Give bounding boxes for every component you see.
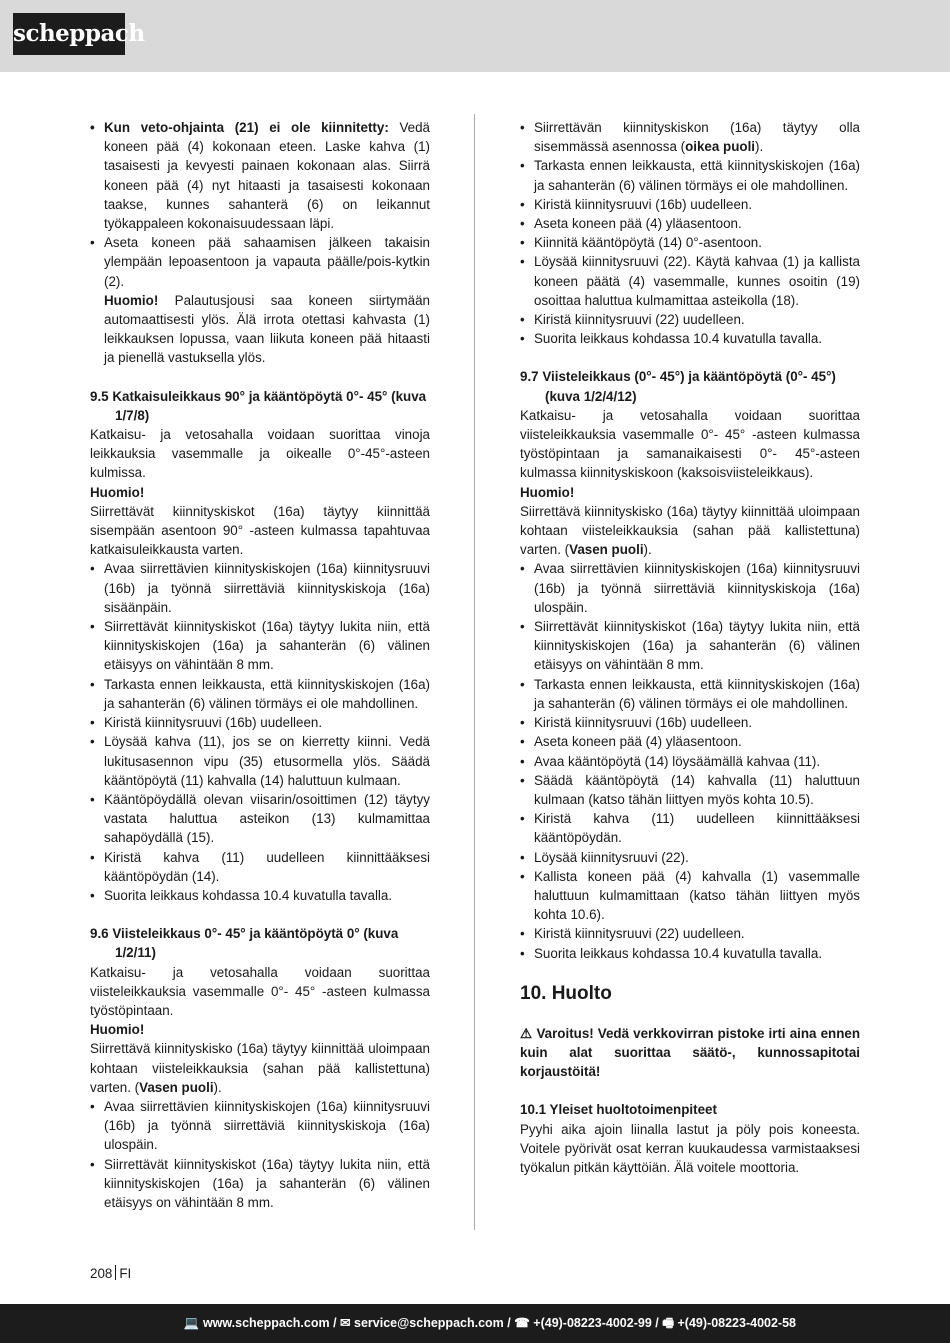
note-text: Siirrettävä kiinnityskisko (16a) täytyy kiinnittää uloimpaan kohtaan viisteleikkauksia (sahan pää kallistettuna) varten. (Vasen puoli). [90, 1041, 430, 1095]
list-item: • Säädä kääntöpöytä (14) kahvalla (11) haluttuun kulmaan (katso tähän liittyen myös kohta 10.5). [520, 772, 860, 807]
list-item: • Tarkasta ennen leikkausta, että kiinnityskiskojen (16a) ja sahanterän (6) välinen törmäys ei ole mahdollinen. [520, 158, 860, 193]
list-item: • Kiristä kiinnitysruuvi (16b) uudelleen. [520, 715, 753, 731]
list-item: • Löysää kahva (11), jos se on kierretty kiinni. Vedä lukitusasennon vipu (35) etusormella ylös. Säädä kääntöpöytä (11) kahvalla (14) haluttuun kulmaan. [90, 734, 430, 788]
page-footer [0, 1304, 950, 1343]
right-column [520, 118, 860, 1177]
list-item: • Suorita leikkaus kohdassa 10.4 kuvatulla tavalla. [520, 331, 823, 347]
bullet-list [520, 156, 860, 348]
list-item: • Avaa siirrettävien kiinnityskiskojen (16a) kiinnitysruuvi (16b) ja työnnä siirrettäviä kiinnityskiskoja (16a) ulospäin. [520, 561, 860, 615]
list-item: • Avaa siirrettävien kiinnityskiskojen (16a) kiinnitysruuvi (16b) ja työnnä siirrettäviä kiinnityskiskoja (16a) sisäänpäin. [90, 561, 430, 615]
list-item: • Löysää kiinnitysruuvi (22). Käytä kahvaa (1) ja kallista koneen päätä (4) vasemmalle, kunnes osoitin (19) osoittaa haluttua kulmamittaa asteikolla (18). [520, 254, 860, 308]
fax-icon: 🖷 [662, 1316, 675, 1330]
bold-label: Kun veto-ohjainta (21) ei ole kiinnitetty: [104, 120, 389, 135]
list-item: • Siirrettävät kiinnityskiskot (16a) täytyy lukita niin, että kiinnityskiskojen (16a) ja sahanterän (6) välinen etäisyys on vähintään 8 mm. [520, 619, 860, 673]
list-item: • Kääntöpöydällä olevan viisarin/osoittimen (12) täytyy vastata haluttua asteikon (13) kulmamittaa sahapöydällä (15). [90, 791, 430, 846]
list-item: • Kun veto-ohjainta (21) ei ole kiinnitetty: Vedä koneen pää (4) kokonaan eteen. Laske kahva (1) tasaisesti ja kevyesti painaen kokonaan alas. Siirrä koneen pää (4) nyt hitaasti ja tasaisesti kokonaan taakse, kunnes sahanterä (6) on leikannut työkappaleen kokonaisuudessaan läpi. [90, 120, 430, 232]
subsection-heading-10-1: 10.1 Yleiset huoltotoimenpiteet [520, 1102, 717, 1118]
bullet-list [520, 559, 860, 962]
section-intro: Katkaisu- ja vetosahalla voidaan suorittaa viisteleikkauksia vasemmalle 0°- 45° -asteen kulmassa työstöpintaan. [90, 964, 430, 1018]
list-item: • Aseta koneen pää sahaamisen jälkeen takaisin ylempään lepoasentoon ja vapauta päälle/pois-kytkin (2). Huomio! Palautusjousi saa koneen siirtymään automaattisesti ylös. Älä irrota otettasi kahvasta (1) leikkauksen lopussa, vaan liikuta koneen pää hitaasti ja pienellä vastuksella ylös. [90, 235, 430, 366]
list-item: • Löysää kiinnitysruuvi (22). [520, 849, 689, 865]
computer-icon: 💻 [183, 1316, 200, 1330]
column-divider [474, 114, 475, 1230]
section-heading-9-5: 9.5 Katkaisuleikkaus 90° ja kääntöpöytä 0°- 45° (kuva 1/7/8) [90, 388, 427, 423]
list-item: • Kiristä kiinnitysruuvi (22) uudelleen. [520, 926, 745, 942]
list-item: • Suorita leikkaus kohdassa 10.4 kuvatulla tavalla. [520, 945, 823, 961]
list-item: • Tarkasta ennen leikkausta, että kiinnityskiskojen (16a) ja sahanterän (6) välinen törmäys ei ole mahdollinen. [520, 676, 860, 711]
note-label: Huomio! [90, 484, 145, 500]
footer-phone: +(49)-08223-4002-99 / [533, 1316, 659, 1330]
left-column [90, 118, 430, 1212]
list-item: • Avaa siirrettävien kiinnityskiskojen (16a) kiinnitysruuvi (16b) ja työnnä siirrettäviä kiinnityskiskoja (16a) ulospäin. [90, 1098, 430, 1153]
list-item: • Tarkasta ennen leikkausta, että kiinnityskiskojen (16a) ja sahanterän (6) välinen törmäys ei ole mahdollinen. [90, 676, 430, 711]
list-item: • Aseta koneen pää (4) yläasentoon. [520, 734, 742, 750]
list-item: • Siirrettävän kiinnityskiskon (16a) täytyy olla sisemmässä asennossa (oikea puoli). [520, 120, 860, 155]
scheppach-logo: scheppach [13, 13, 125, 55]
section-heading-9-6: 9.6 Viisteleikkaus 0°- 45° ja kääntöpöytä 0° (kuva 1/2/11) [90, 926, 399, 961]
list-item: • Avaa kääntöpöytä (14) löysäämällä kahvaa (11). [520, 753, 821, 769]
list-item: • Kiristä kahva (11) uudelleen kiinnittääksesi kääntöpöydän (14). [90, 849, 430, 884]
subsection-text: Pyyhi aika ajoin liinalla lastut ja pöly pois koneesta. Voitele pyörivät osat kerran kuukaudessa varmistaaksesi työkalun pitkän käyttöiän. Älä voitele moottoria. [520, 1121, 860, 1175]
warning-text: ⚠ Varoitus! Vedä verkkovirran pistoke irti aina ennen kuin alat suorittaa säätö-, kunnossapitotai korjaustöitä! [520, 1025, 860, 1080]
list-item: • Siirrettävät kiinnityskiskot (16a) täytyy lukita niin, että kiinnityskiskojen (16a) ja sahanterän (6) välinen etäisyys on vähintään 8 mm. [90, 1156, 430, 1210]
phone-icon: ☎ [514, 1316, 530, 1330]
list-item: • Kiinnitä kääntöpöytä (14) 0°-asentoon. [520, 235, 762, 251]
chapter-heading-10: 10. Huolto [520, 982, 612, 1004]
list-item: • Kiristä kiinnitysruuvi (16b) uudelleen. [90, 715, 323, 731]
list-item: • Kiristä kiinnitysruuvi (22) uudelleen. [520, 312, 745, 328]
section-intro: Katkaisu- ja vetosahalla voidaan suorittaa viisteleikkauksia vasemmalle 0°- 45° -asteen kulmassa työstöpintaan ja samanaikaisesti 0°- 45°-asteen kulmassa kiinnityskiskoon (kaksoisviisteleikkaus). [520, 407, 860, 481]
list-item: • Kiristä kiinnitysruuvi (16b) uudelleen. [520, 196, 753, 212]
footer-email[interactable]: service@scheppach.com / [354, 1316, 511, 1330]
note-label: Huomio! [104, 292, 159, 308]
list-item: • Kallista koneen pää (4) kahvalla (1) vasemmalle haluttuun kulmamittaan (katso tähän liittyen myös kohta 10.6). [520, 868, 860, 923]
bullet-list [90, 1097, 430, 1212]
section-heading-9-7: 9.7 Viisteleikkaus (0°- 45°) ja kääntöpöytä (0°- 45°) (kuva 1/2/4/12) [520, 369, 836, 404]
section-intro: Katkaisu- ja vetosahalla voidaan suorittaa vinoja leikkauksia vasemmalle ja oikealle 0°-45°-asteen kulmissa. [90, 427, 430, 481]
list-item: • Suorita leikkaus kohdassa 10.4 kuvatulla tavalla. [90, 887, 393, 903]
list-item: • Siirrettävät kiinnityskiskot (16a) täytyy lukita niin, että kiinnityskiskojen (16a) ja sahanterän (6) välinen etäisyys on vähintään 8 mm. [90, 619, 430, 673]
note-text: Siirrettävä kiinnityskisko (16a) täytyy kiinnittää uloimpaan kohtaan viisteleikkauksia (sahan pää kallistettuna) varten. (Vasen puoli). [520, 503, 860, 558]
footer-fax: +(49)-08223-4002-58 [677, 1316, 796, 1330]
envelope-icon: ✉ [340, 1316, 351, 1330]
list-item: • Aseta koneen pää (4) yläasentoon. [520, 216, 742, 232]
note-text: Siirrettävät kiinnityskiskot (16a) täytyy kiinnittää sisempään asentoon 90° -asteen kulmassa tapahtuvaa katkaisuleikkausta varten. [90, 503, 430, 558]
page-header [0, 0, 950, 72]
bullet-list [90, 559, 430, 905]
note-label: Huomio! [90, 1022, 145, 1038]
footer-web[interactable]: www.scheppach.com / [202, 1316, 337, 1330]
note-label: Huomio! [520, 484, 575, 500]
page-number: 208 FI [90, 1266, 132, 1281]
warning-triangle-icon: ⚠ [520, 1025, 533, 1041]
list-item: • Kiristä kahva (11) uudelleen kiinnittääksesi kääntöpöydän. [520, 811, 860, 846]
